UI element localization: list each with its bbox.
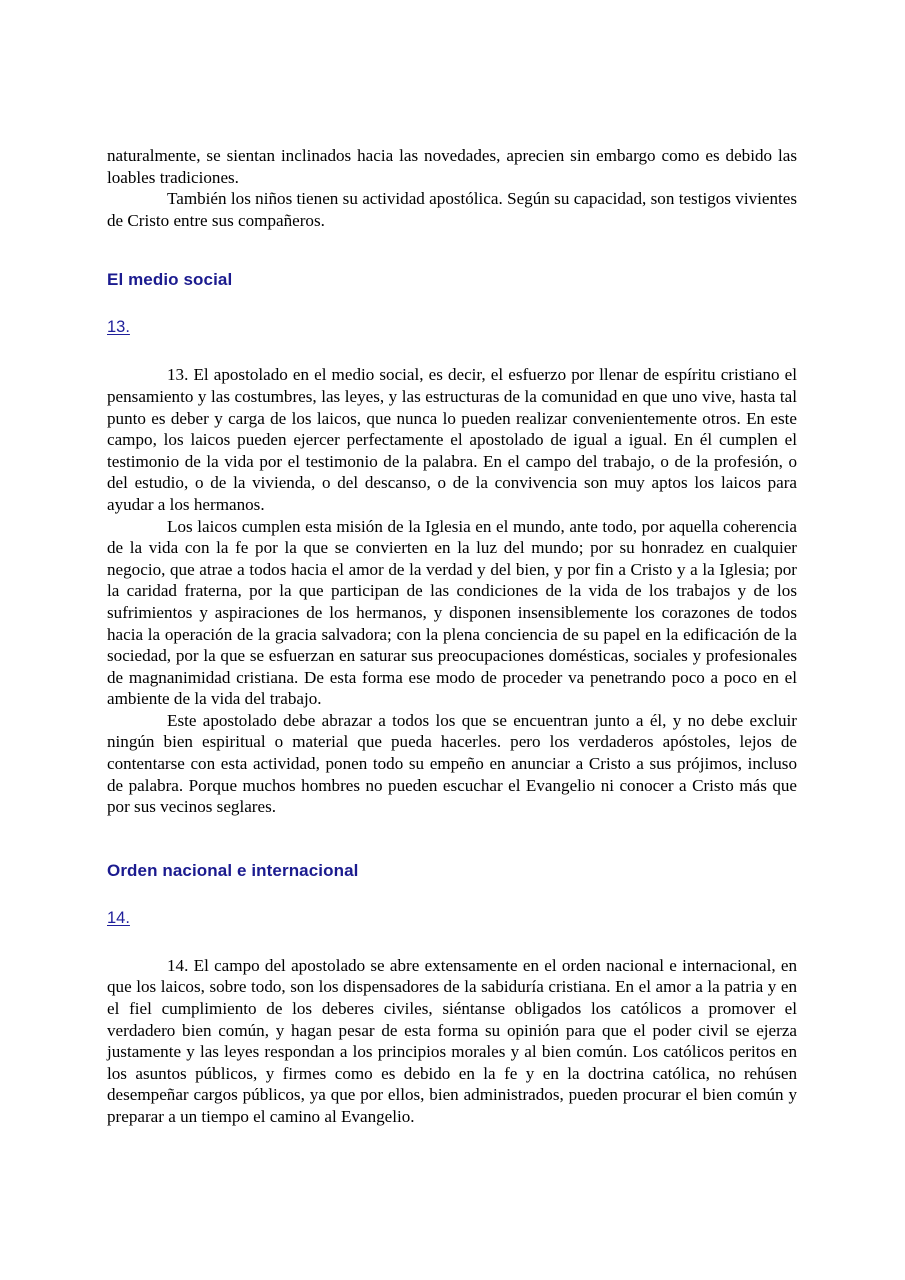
spacer bbox=[107, 818, 797, 860]
section-anchor-link-13[interactable]: 13. bbox=[107, 318, 130, 337]
section-heading-el-medio-social: El medio social bbox=[107, 270, 233, 290]
spacer bbox=[107, 290, 797, 318]
paragraph-13-2: Los laicos cumplen esta misión de la Iglesia en el mundo, ante todo, por aquella coherencia de la vida con la fe por la que se convierten en la luz del mundo; por su honradez en cualquier negocio, que atrae a todos hacia el amor de la verdad y del bien, y por fin a Cristo y a la Iglesia; por la caridad fraterna, por la que participan de las condiciones de la vida de los trabajos y de los sufrimientos y aspiraciones de los hermanos, y disponen insensiblemente los corazones de todos hacia la operación de la gracia salvadora; con la plena conciencia de su papel en la edificación de la sociedad, por la que se esfuerzan en saturar sus preocupaciones domésticas, sociales y profesionales de magnanimidad cristiana. De esta forma ese modo de proceder va penetrando poco a poco en el ambiente de la vida del trabajo. bbox=[107, 516, 797, 709]
paragraph-14-1: 14. El campo del apostolado se abre extensamente en el orden nacional e internacional, en que los laicos, sobre todo, son los dispensadores de la sabiduría cristiana. En el amor a la patria y en el fiel cumplimiento de los deberes civiles, siéntanse obligados los católicos a promover el verdadero bien común, y hagan pesar de esta forma su opinión para que el poder civil se ejerza justamente y las leyes respondan a los principios morales y al bien común. Los católicos peritos en los asuntos públicos, y firmes como es debido en la fe y en la doctrina católica, no rehúsen desempeñar cargos públicos, ya que por ellos, bien administrados, pueden procurar el bien común y preparar a un tiempo el camino al Evangelio. bbox=[107, 955, 797, 1126]
spacer bbox=[107, 928, 797, 955]
section-heading-orden-nacional-e-internacional: Orden nacional e internacional bbox=[107, 860, 359, 880]
section-anchor-link-14[interactable]: 14. bbox=[107, 908, 130, 927]
paragraph-ninos: También los niños tienen su actividad apostólica. Según su capacidad, son testigos vivientes de Cristo entre sus compañeros. bbox=[107, 189, 797, 230]
document-body bbox=[107, 145, 797, 1128]
paragraph-13-3: Este apostolado debe abrazar a todos los que se encuentran junto a él, y no debe excluir ningún bien espiritual o material que pueda hacerles. pero los verdaderos apóstoles, lejos de contentarse con esta actividad, ponen todo su empeño en anunciar a Cristo a sus prójimos, incluso de palabra. Porque muchos hombres no pueden escuchar el Evangelio ni conocer a Cristo más que por sus vecinos seglares. bbox=[107, 710, 797, 817]
spacer bbox=[107, 231, 797, 269]
paragraph-continuation: naturalmente, se sientan inclinados hacia las novedades, aprecien sin embargo como es debido las loables tradiciones. bbox=[107, 146, 797, 187]
spacer bbox=[107, 881, 797, 909]
spacer bbox=[107, 337, 797, 364]
paragraph-13-1: 13. El apostolado en el medio social, es decir, el esfuerzo por llenar de espíritu cristiano el pensamiento y las costumbres, las leyes, y las estructuras de la comunidad en que uno vive, hasta tal punto es deber y carga de los laicos, que nunca lo pueden realizar convenientemente otros. En este campo, los laicos pueden ejercer perfectamente el apostolado de igual a igual. En él cumplen el testimonio de la vida por el testimonio de la palabra. En el campo del trabajo, o de la profesión, o del estudio, o de la vivienda, o del descanso, o de la convivencia son muy aptos los laicos para ayudar a los hermanos. bbox=[107, 365, 797, 514]
